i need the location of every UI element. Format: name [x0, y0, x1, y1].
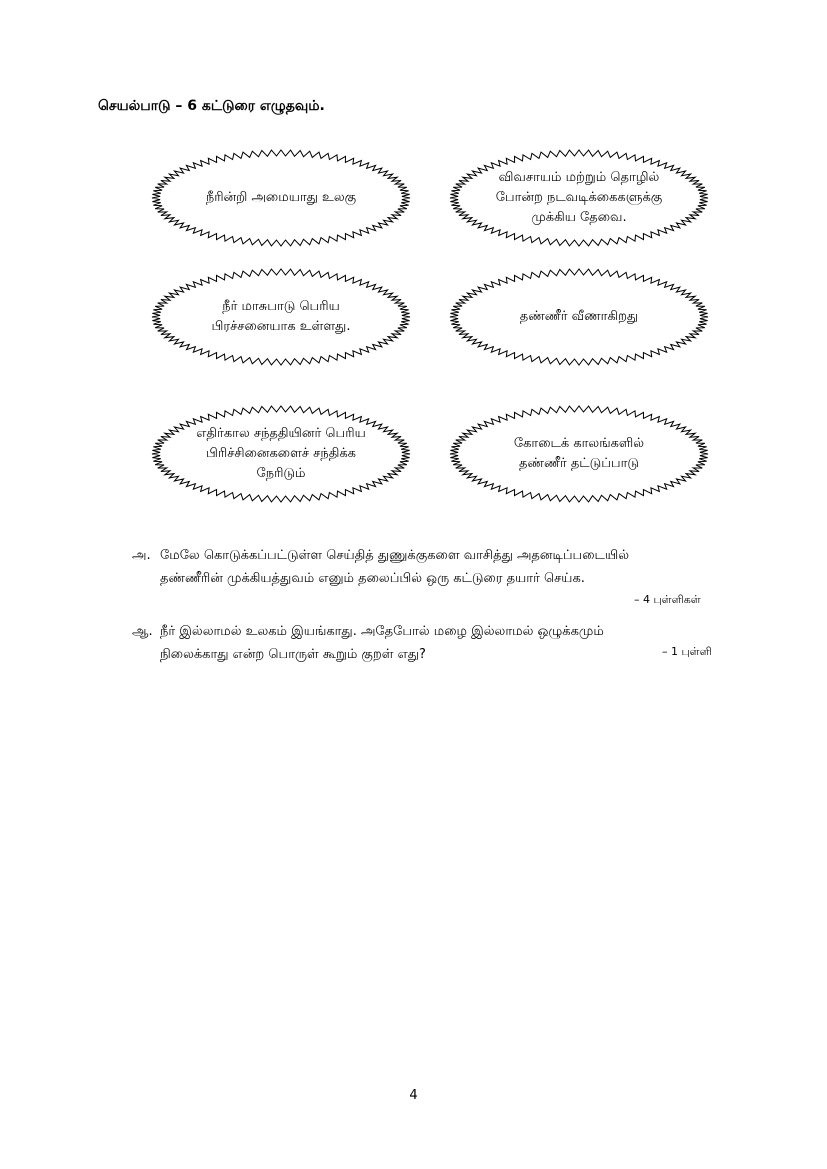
- bubble-5: [150, 404, 412, 504]
- bubble-text-line: கோடைக் காலங்களில்: [513, 436, 645, 451]
- question-label: ஆ.: [132, 624, 153, 639]
- bubble-3: [150, 267, 412, 367]
- question-a-marks: – 4 புள்ளிகள்: [634, 593, 701, 606]
- question-label: அ.: [132, 548, 151, 563]
- bubble-text-line: பிரிச்சினைகளைச் சந்திக்க: [205, 446, 356, 461]
- bubble-text-line: விவசாயம் மற்றும் தொழில்: [498, 170, 660, 185]
- bubble-text-line: நீரின்றி அமையாது உலகு: [205, 190, 357, 205]
- question-text-line: நிலைக்காது என்ற பொருள் கூறும் குறள் எது?: [160, 647, 426, 662]
- question-text-line: நீர் இல்லாமல் உலகம் இயங்காது. அதேபோல் மழை இல்லாமல் ஒழுக்கமும்: [160, 624, 604, 639]
- bubble-text-line: போன்ற நடவடிக்கைகளுக்கு: [495, 190, 663, 205]
- bubble-text-line: நீர் மாசுபாடு பெரிய: [222, 299, 340, 314]
- bubble-text-line: பிரச்சனையாக உள்ளது.: [211, 319, 351, 334]
- bubble-text-line: நேரிடும்: [256, 466, 306, 481]
- question-b: [132, 620, 732, 670]
- question-b-marks: – 1 புள்ளி: [662, 645, 712, 658]
- bubble-2: [448, 148, 710, 248]
- question-text-line: மேலே கொடுக்கப்பட்டுள்ள செய்தித் துணுக்குகளை வாசித்து அதனடிப்படையில்: [160, 548, 629, 563]
- bubble-text-line: தண்ணீர் வீணாகிறது: [519, 309, 639, 324]
- bubble-text-line: தண்ணீர் தட்டுப்பாடு: [518, 456, 639, 471]
- page-number: 4: [409, 1088, 418, 1103]
- activity-heading: செயல்பாடு – 6 கட்டுரை எழுதவும்.: [98, 98, 325, 114]
- bubble-1: [150, 148, 412, 248]
- bubble-4: [448, 267, 710, 367]
- question-text-line: தண்ணீரின் முக்கியத்துவம் எனும் தலைப்பில் ஒரு கட்டுரை தயார் செய்க.: [160, 571, 585, 586]
- bubble-6: [448, 404, 710, 504]
- bubble-text-line: முக்கிய தேவை.: [531, 210, 627, 225]
- bubble-text-line: எதிர்கால சந்ததியினர் பெரிய: [196, 426, 366, 441]
